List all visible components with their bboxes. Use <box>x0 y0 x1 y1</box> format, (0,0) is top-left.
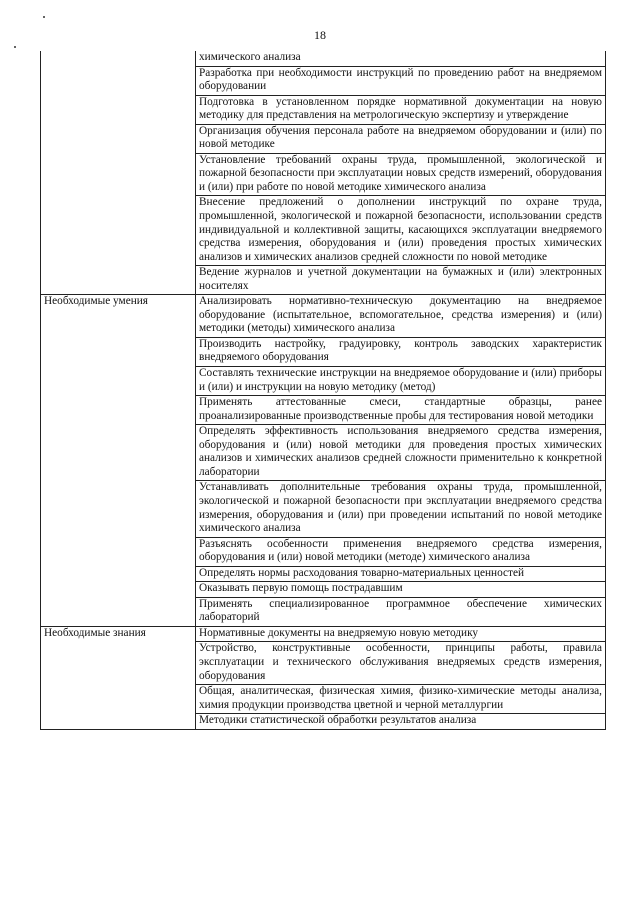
table-cell-item: Разъяснять особенности применения внедряемого средства измерения, оборудования и (или) новой методики (методе) химического анализа <box>196 537 606 566</box>
competency-table <box>40 51 606 730</box>
table-cell-item: Разработка при необходимости инструкций по проведению работ на внедряемом оборудовании <box>196 66 606 95</box>
table-cell-item: Определять нормы расходования товарно-материальных ценностей <box>196 566 606 582</box>
table-cell-item: Составлять технические инструкции на внедряемое оборудование и (или) приборы и (или) и инструкции на новую методику (метод) <box>196 367 606 396</box>
table-cell-item: Организация обучения персонала работе на внедряемом оборудовании и (или) по новой методике <box>196 124 606 153</box>
table-cell-item: Производить настройку, градуировку, контроль заводских характеристик внедряемого оборудования <box>196 337 606 366</box>
table-cell-item: Нормативные документы на внедряемую новую методику <box>196 626 606 642</box>
table-cell-item: Применять специализированное программное обеспечение химических лабораторий <box>196 597 606 626</box>
table-cell-item: Внесение предложений о дополнении инструкций по охране труда, промышленной, экологической и пожарной безопасности, использовании средств индивидуальной и коллективной защиты, касающихся эксплуатации внедряемого средства измерения, оборудования и (или) проведения простых химических анализов и химических анализов средней сложности по новой методике <box>196 196 606 266</box>
scan-speck <box>43 16 45 18</box>
table-cell-item: Ведение журналов и учетной документации на бумажных и (или) электронных носителях <box>196 266 606 295</box>
page-number: 18 <box>314 28 326 42</box>
table-cell-item: Устанавливать дополнительные требования охраны труда, промышленной, экологической и пожарной безопасности при эксплуатации внедряемого средства измерения, оборудования и (или) при проведении испытаний по новой методике химического анализа <box>196 481 606 537</box>
table-cell-item: Применять аттестованные смеси, стандартные образцы, ранее проанализированные производственные пробы для тестирования новой методики <box>196 396 606 425</box>
table-row <box>41 295 606 338</box>
section-label: Необходимые знания <box>41 626 196 729</box>
table-row <box>41 51 606 66</box>
table-cell-item: Общая, аналитическая, физическая химия, физико-химические методы анализа, химия продукции производства цветной и черной металлургии <box>196 685 606 714</box>
table-cell-item: химического анализа <box>196 51 606 66</box>
table-cell-item: Подготовка в установленном порядке нормативной документации на новую методику для представления на метрологическую экспертизу и утверждение <box>196 95 606 124</box>
scan-speck <box>14 46 16 48</box>
section-label <box>41 51 196 295</box>
table-cell-item: Методики статистической обработки результатов анализа <box>196 714 606 730</box>
table-cell-item: Определять эффективность использования внедряемого средства измерения, оборудования и (или) новой методики для проведения простых химических анализов и химических анализов средней сложности применительно к конкретной лаборатории <box>196 425 606 481</box>
table-cell-item: Установление требований охраны труда, промышленной, экологической и пожарной безопасности при эксплуатации новых средств измерений, оборудования и (или) при работе по новой методике химического анализа <box>196 153 606 196</box>
section-label: Необходимые умения <box>41 295 196 627</box>
table-cell-item: Анализировать нормативно-техническую документацию на внедряемое оборудование (испытательное, вспомогательное, средства измерения) и (или) методики (методы) химического анализа <box>196 295 606 338</box>
table-row <box>41 626 606 642</box>
table-cell-item: Оказывать первую помощь пострадавшим <box>196 582 606 598</box>
competency-table-body <box>41 51 606 729</box>
table-cell-item: Устройство, конструктивные особенности, принципы работы, правила эксплуатации и технического обслуживания внедряемых средств измерения, оборудования <box>196 642 606 685</box>
